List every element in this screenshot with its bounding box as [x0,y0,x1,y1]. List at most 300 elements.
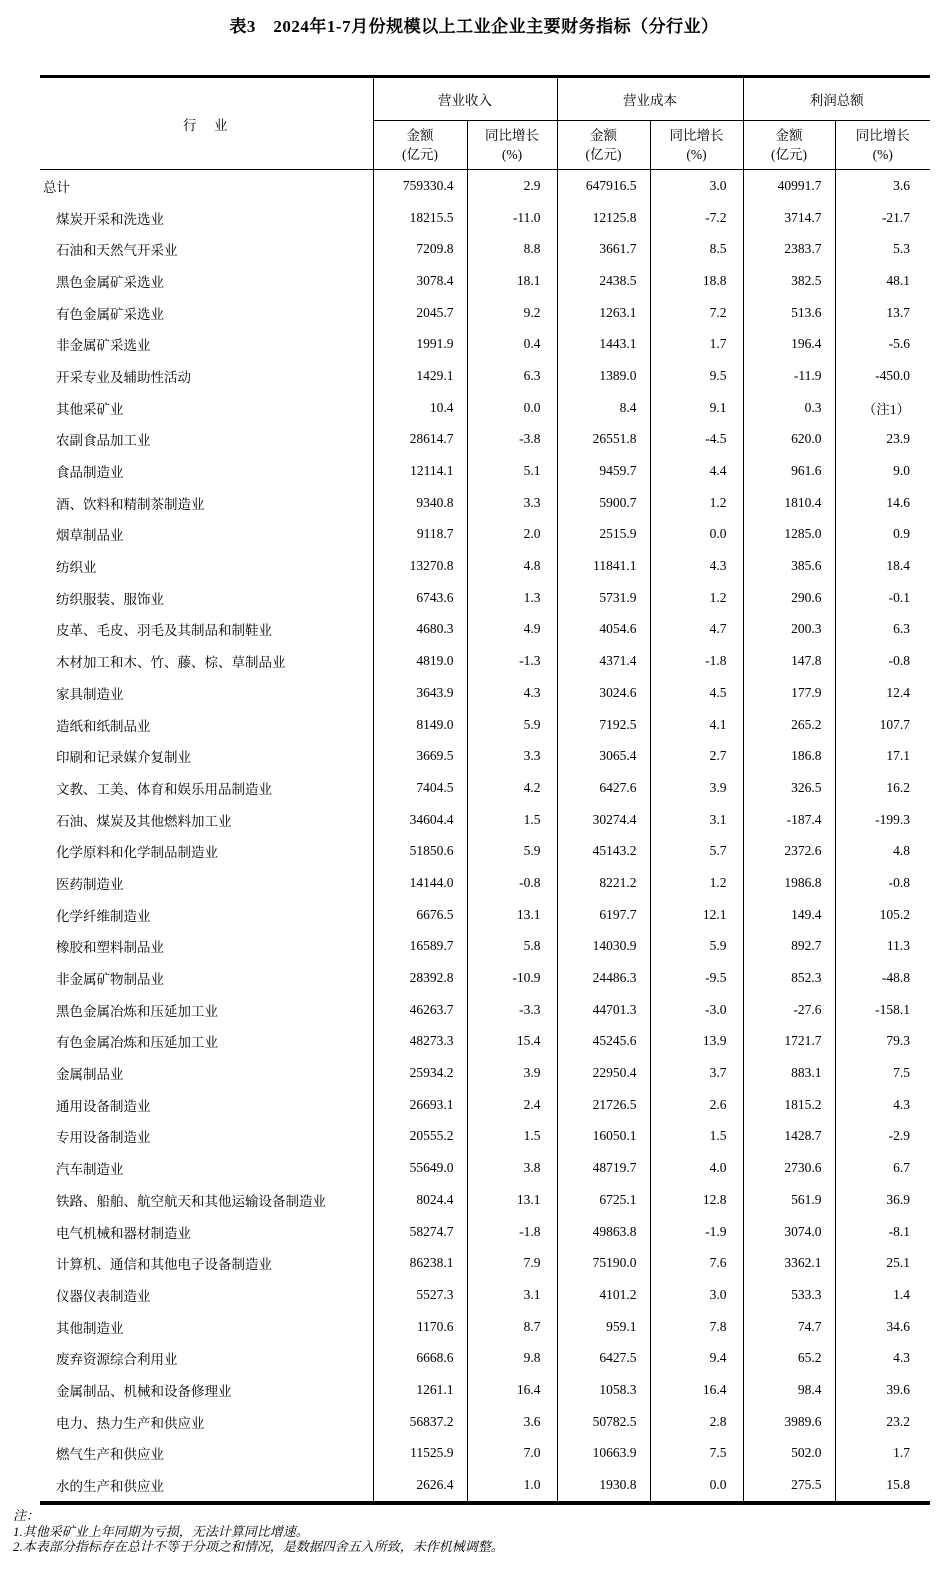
industry-cell: 印刷和记录媒介复制业 [40,740,373,772]
amount-cell: 6427.5 [557,1342,650,1374]
table-header [40,77,930,170]
amount-cell: 147.8 [743,645,835,677]
amount-cell: 75190.0 [557,1247,650,1279]
col-header-profit-growth: 同比增长 (%) [835,121,930,170]
amount-cell: 177.9 [743,677,835,709]
table-row [40,1184,930,1216]
amount-cell: 48273.3 [373,1026,467,1058]
growth-cell: 18.1 [467,265,557,297]
amount-cell: 196.4 [743,328,835,360]
growth-cell: 16.4 [650,1374,743,1406]
growth-cell: 4.4 [650,455,743,487]
amount-cell: 18215.5 [373,202,467,234]
amount-cell: 1986.8 [743,867,835,899]
growth-cell: 48.1 [886,272,910,288]
growth-cell: 2.4 [467,1089,557,1121]
table-row [40,1057,930,1089]
growth-cell: 7.0 [467,1438,557,1470]
amount-cell: 6676.5 [373,899,467,931]
industry-cell: 非金属矿物制品业 [40,962,373,994]
growth-cell: 1.3 [467,582,557,614]
table-row [40,1121,930,1153]
amount-cell: 275.5 [743,1469,835,1503]
industry-cell: 黑色金属冶炼和压延加工业 [40,994,373,1026]
amount-cell: 3024.6 [557,677,650,709]
amount-cell: 4371.4 [557,645,650,677]
industry-cell: 食品制造业 [40,455,373,487]
amount-cell: 50782.5 [557,1406,650,1438]
amount-cell: 28614.7 [373,424,467,456]
page-title: 表3 2024年1-7月份规模以上工业企业主要财务指标（分行业） [229,17,719,36]
growth-cell: -0.8 [888,653,910,669]
growth-cell: 1.5 [467,804,557,836]
industry-cell: 烟草制品业 [40,519,373,551]
growth-cell: 79.3 [886,1033,910,1049]
growth-cell: 15.4 [467,1026,557,1058]
growth-cell: 4.8 [467,550,557,582]
amount-cell: 326.5 [743,772,835,804]
growth-cell: 3.0 [650,1279,743,1311]
table-row [40,1438,930,1470]
amount-cell: 16050.1 [557,1121,650,1153]
amount-cell: 1170.6 [373,1311,467,1343]
industry-cell: 总计 [40,170,373,202]
amount-cell: 1815.2 [743,1089,835,1121]
growth-cell: 7.6 [650,1247,743,1279]
amount-cell: 759330.4 [373,170,467,202]
amount-cell: 959.1 [557,1311,650,1343]
growth-cell: 12.4 [886,684,910,700]
table-row [40,1089,930,1121]
table-body [40,170,930,1503]
amount-cell: 30274.4 [557,804,650,836]
growth-cell: 107.7 [879,716,910,732]
amount-cell: 3065.4 [557,740,650,772]
industry-cell: 酒、饮料和精制茶制造业 [40,487,373,519]
industry-cell: 黑色金属矿采选业 [40,265,373,297]
amount-cell: 12114.1 [373,455,467,487]
table-row [40,867,930,899]
amount-cell: 98.4 [743,1374,835,1406]
industry-cell: 木材加工和木、竹、藤、棕、草制品业 [40,645,373,677]
growth-cell: 3.6 [893,177,910,193]
industry-cell: 石油和天然气开采业 [40,233,373,265]
col-header-cost-growth: 同比增长 (%) [650,121,743,170]
amount-cell: 6668.6 [373,1342,467,1374]
growth-cell: -5.6 [888,336,910,352]
amount-cell: 86238.1 [373,1247,467,1279]
amount-cell: 892.7 [743,931,835,963]
amount-cell: 16589.7 [373,931,467,963]
amount-cell: 45143.2 [557,835,650,867]
amount-cell: 3362.1 [743,1247,835,1279]
growth-cell: 5.9 [467,709,557,741]
growth-cell: -158.1 [875,1001,910,1017]
growth-cell: 1.0 [467,1469,557,1503]
growth-cell: 9.8 [467,1342,557,1374]
industry-cell: 金属制品、机械和设备修理业 [40,1374,373,1406]
financial-table-container [40,75,930,1505]
growth-cell: 7.5 [893,1065,910,1081]
amount-cell: 25934.2 [373,1057,467,1089]
growth-cell: 4.7 [650,614,743,646]
group-header-operating-cost: 营业成本 [557,77,743,121]
amount-cell: 513.6 [743,297,835,329]
amount-cell: 3669.5 [373,740,467,772]
growth-cell: -0.1 [888,589,910,605]
industry-cell: 铁路、船舶、航空航天和其他运输设备制造业 [40,1184,373,1216]
growth-cell: 18.4 [886,558,910,574]
industry-cell: 通用设备制造业 [40,1089,373,1121]
amount-cell: 3989.6 [743,1406,835,1438]
industry-cell: 金属制品业 [40,1057,373,1089]
amount-cell: 1285.0 [743,519,835,551]
growth-cell: 17.1 [886,748,910,764]
growth-cell: -10.9 [467,962,557,994]
notes [13,1508,933,1555]
growth-cell: 5.9 [650,931,743,963]
table-row [40,835,930,867]
industry-cell: 煤炭开采和洗选业 [40,202,373,234]
amount-cell: 852.3 [743,962,835,994]
amount-cell: 21726.5 [557,1089,650,1121]
growth-cell: -3.3 [467,994,557,1026]
growth-cell: -48.8 [881,970,910,986]
growth-cell: 16.2 [886,779,910,795]
amount-cell: 1443.1 [557,328,650,360]
growth-cell: 36.9 [886,1191,910,1207]
amount-cell: 8221.2 [557,867,650,899]
amount-cell: 265.2 [743,709,835,741]
amount-cell: 5527.3 [373,1279,467,1311]
amount-cell: 13270.8 [373,550,467,582]
growth-cell: 5.7 [650,835,743,867]
amount-cell: 9459.7 [557,455,650,487]
amount-cell: 28392.8 [373,962,467,994]
growth-cell: 1.5 [650,1121,743,1153]
table-row [40,582,930,614]
amount-cell: 12125.8 [557,202,650,234]
growth-cell: 12.1 [650,899,743,931]
amount-cell: 502.0 [743,1438,835,1470]
industry-cell: 家具制造业 [40,677,373,709]
industry-cell: 纺织服装、服饰业 [40,582,373,614]
table-row [40,994,930,1026]
growth-cell: 7.5 [650,1438,743,1470]
amount-cell: 2045.7 [373,297,467,329]
amount-cell: 4054.6 [557,614,650,646]
growth-cell: 9.4 [650,1342,743,1374]
amount-cell: 11841.1 [557,550,650,582]
industry-cell: 其他制造业 [40,1311,373,1343]
amount-cell: 2372.6 [743,835,835,867]
growth-cell: 4.3 [893,1350,910,1366]
industry-cell: 石油、煤炭及其他燃料加工业 [40,804,373,836]
growth-cell: 7.2 [650,297,743,329]
table-row [40,1406,930,1438]
amount-cell: 3661.7 [557,233,650,265]
growth-cell: 15.8 [886,1477,910,1493]
growth-cell: 5.1 [467,455,557,487]
growth-cell: 1.5 [467,1121,557,1153]
group-header-operating-revenue: 营业收入 [373,77,557,121]
amount-cell: 56837.2 [373,1406,467,1438]
growth-cell: 3.0 [650,170,743,202]
growth-cell: 5.9 [467,835,557,867]
amount-cell: 1991.9 [373,328,467,360]
growth-cell: 3.7 [650,1057,743,1089]
amount-cell: 620.0 [743,424,835,456]
amount-cell: 34604.4 [373,804,467,836]
group-header-row [40,77,930,121]
industry-cell: 文教、工美、体育和娱乐用品制造业 [40,772,373,804]
growth-cell: 105.2 [879,906,910,922]
growth-cell: 3.8 [467,1152,557,1184]
amount-cell: -11.9 [743,360,835,392]
growth-cell: 6.3 [467,360,557,392]
growth-cell: 1.7 [650,328,743,360]
growth-cell: 34.6 [886,1318,910,1334]
growth-cell: -11.0 [467,202,557,234]
growth-cell: 23.9 [886,431,910,447]
table-row [40,424,930,456]
amount-cell: 9340.8 [373,487,467,519]
growth-cell: 0.0 [650,519,743,551]
growth-cell: 0.0 [467,392,557,424]
financial-table [40,75,930,1505]
industry-cell: 水的生产和供应业 [40,1469,373,1503]
growth-cell: 3.3 [467,487,557,519]
industry-column-header: 行 业 [40,77,373,170]
growth-cell: 6.7 [893,1160,910,1176]
amount-cell: 11525.9 [373,1438,467,1470]
group-header-total-profit: 利润总额 [743,77,930,121]
growth-cell: 3.1 [467,1279,557,1311]
amount-cell: 533.3 [743,1279,835,1311]
amount-cell: 26693.1 [373,1089,467,1121]
table-row [40,202,930,234]
growth-cell: 8.8 [467,233,557,265]
amount-cell: 14144.0 [373,867,467,899]
note-item-1: 1.其他采矿业上年同期为亏损，无法计算同比增速。 [13,1523,309,1539]
growth-cell: -21.7 [881,209,910,225]
amount-cell: 7192.5 [557,709,650,741]
growth-cell: 4.3 [650,550,743,582]
table-row [40,931,930,963]
growth-cell: 12.8 [650,1184,743,1216]
industry-cell: 非金属矿采选业 [40,328,373,360]
industry-cell: 专用设备制造业 [40,1121,373,1153]
growth-cell: 2.9 [467,170,557,202]
growth-cell: 1.4 [893,1286,910,1302]
amount-cell: 7209.8 [373,233,467,265]
industry-cell: 燃气生产和供应业 [40,1438,373,1470]
amount-cell: 65.2 [743,1342,835,1374]
table-row [40,265,930,297]
growth-cell: 13.9 [650,1026,743,1058]
growth-cell: -1.8 [650,645,743,677]
amount-cell: 3074.0 [743,1216,835,1248]
growth-cell: 3.9 [650,772,743,804]
table-row [40,297,930,329]
table-row [40,899,930,931]
growth-cell: 0.4 [467,328,557,360]
amount-cell: 24486.3 [557,962,650,994]
table-row [40,487,930,519]
table-row [40,1374,930,1406]
table-row [40,962,930,994]
growth-cell: -4.5 [650,424,743,456]
amount-cell: 58274.7 [373,1216,467,1248]
amount-cell: 290.6 [743,582,835,614]
col-header-revenue-growth: 同比增长 (%) [467,121,557,170]
amount-cell: 6725.1 [557,1184,650,1216]
growth-cell: -9.5 [650,962,743,994]
growth-cell: -7.2 [650,202,743,234]
industry-cell: 农副食品加工业 [40,424,373,456]
amount-cell: 20555.2 [373,1121,467,1153]
table-row [40,233,930,265]
growth-cell: -8.1 [888,1223,910,1239]
industry-cell: 开采专业及辅助性活动 [40,360,373,392]
growth-cell: 7.8 [650,1311,743,1343]
amount-cell: 1389.0 [557,360,650,392]
growth-cell: -2.9 [888,1128,910,1144]
industry-cell: 化学原料和化学制品制造业 [40,835,373,867]
growth-cell: 13.1 [467,1184,557,1216]
amount-cell: 5900.7 [557,487,650,519]
amount-cell: -187.4 [743,804,835,836]
growth-cell: 39.6 [886,1381,910,1397]
amount-cell: 10.4 [373,392,467,424]
col-header-profit-amount: 金额 (亿元) [743,121,835,170]
industry-cell: 电力、热力生产和供应业 [40,1406,373,1438]
growth-cell: 14.6 [886,494,910,510]
amount-cell: 48719.7 [557,1152,650,1184]
growth-cell: -0.8 [467,867,557,899]
industry-cell: 废弃资源综合利用业 [40,1342,373,1374]
amount-cell: 8149.0 [373,709,467,741]
growth-cell: 6.3 [893,621,910,637]
growth-cell: 9.5 [650,360,743,392]
growth-cell: 2.8 [650,1406,743,1438]
growth-cell: 4.0 [650,1152,743,1184]
amount-cell: 1428.7 [743,1121,835,1153]
growth-cell: 1.2 [650,487,743,519]
growth-cell: 1.7 [893,1445,910,1461]
amount-cell: 26551.8 [557,424,650,456]
amount-cell: 8024.4 [373,1184,467,1216]
industry-cell: 医药制造业 [40,867,373,899]
notes-label: 注： [13,1508,40,1523]
growth-cell: 3.9 [467,1057,557,1089]
amount-cell: 6427.6 [557,772,650,804]
growth-cell: 7.9 [467,1247,557,1279]
table-row [40,170,930,202]
col-header-cost-amount: 金额 (亿元) [557,121,650,170]
growth-cell: 2.7 [650,740,743,772]
table-row [40,1247,930,1279]
growth-cell: -3.8 [467,424,557,456]
growth-cell: （注1） [862,401,910,417]
amount-cell: 4680.3 [373,614,467,646]
amount-cell: 2730.6 [743,1152,835,1184]
amount-cell: 647916.5 [557,170,650,202]
amount-cell: 8.4 [557,392,650,424]
amount-cell: 9118.7 [373,519,467,551]
amount-cell: 961.6 [743,455,835,487]
amount-cell: 1721.7 [743,1026,835,1058]
growth-cell: 8.5 [650,233,743,265]
growth-cell: -1.3 [467,645,557,677]
growth-cell: -1.9 [650,1216,743,1248]
amount-cell: -27.6 [743,994,835,1026]
growth-cell: -1.8 [467,1216,557,1248]
growth-cell: 1.2 [650,582,743,614]
table-row [40,1026,930,1058]
amount-cell: 10663.9 [557,1438,650,1470]
amount-cell: 385.6 [743,550,835,582]
industry-cell: 化学纤维制造业 [40,899,373,931]
growth-cell: -450.0 [875,367,910,383]
growth-cell: 11.3 [886,938,910,954]
amount-cell: 382.5 [743,265,835,297]
growth-cell: 25.1 [886,1255,910,1271]
amount-cell: 561.9 [743,1184,835,1216]
industry-cell: 电气机械和器材制造业 [40,1216,373,1248]
growth-cell: 2.0 [467,519,557,551]
amount-cell: 1810.4 [743,487,835,519]
table-row [40,804,930,836]
growth-cell: 4.8 [893,843,910,859]
growth-cell: 9.2 [467,297,557,329]
amount-cell: 1261.1 [373,1374,467,1406]
amount-cell: 3643.9 [373,677,467,709]
amount-cell: 883.1 [743,1057,835,1089]
amount-cell: 2438.5 [557,265,650,297]
industry-cell: 有色金属矿采选业 [40,297,373,329]
industry-cell: 纺织业 [40,550,373,582]
amount-cell: 6197.7 [557,899,650,931]
table-row [40,1311,930,1343]
growth-cell: 4.2 [467,772,557,804]
growth-cell: 0.0 [650,1469,743,1503]
amount-cell: 5731.9 [557,582,650,614]
amount-cell: 2383.7 [743,233,835,265]
amount-cell: 1930.8 [557,1469,650,1503]
amount-cell: 49863.8 [557,1216,650,1248]
growth-cell: 2.6 [650,1089,743,1121]
table-row [40,709,930,741]
amount-cell: 14030.9 [557,931,650,963]
growth-cell: 3.1 [650,804,743,836]
growth-cell: -199.3 [875,811,910,827]
growth-cell: 1.2 [650,867,743,899]
growth-cell: 0.9 [893,526,910,542]
amount-cell: 4819.0 [373,645,467,677]
table-row [40,645,930,677]
table-row [40,772,930,804]
growth-cell: -3.0 [650,994,743,1026]
growth-cell: 9.1 [650,392,743,424]
amount-cell: 3714.7 [743,202,835,234]
amount-cell: 149.4 [743,899,835,931]
growth-cell: 4.9 [467,614,557,646]
table-row [40,519,930,551]
growth-cell: 8.7 [467,1311,557,1343]
amount-cell: 1263.1 [557,297,650,329]
growth-cell: -0.8 [888,874,910,890]
